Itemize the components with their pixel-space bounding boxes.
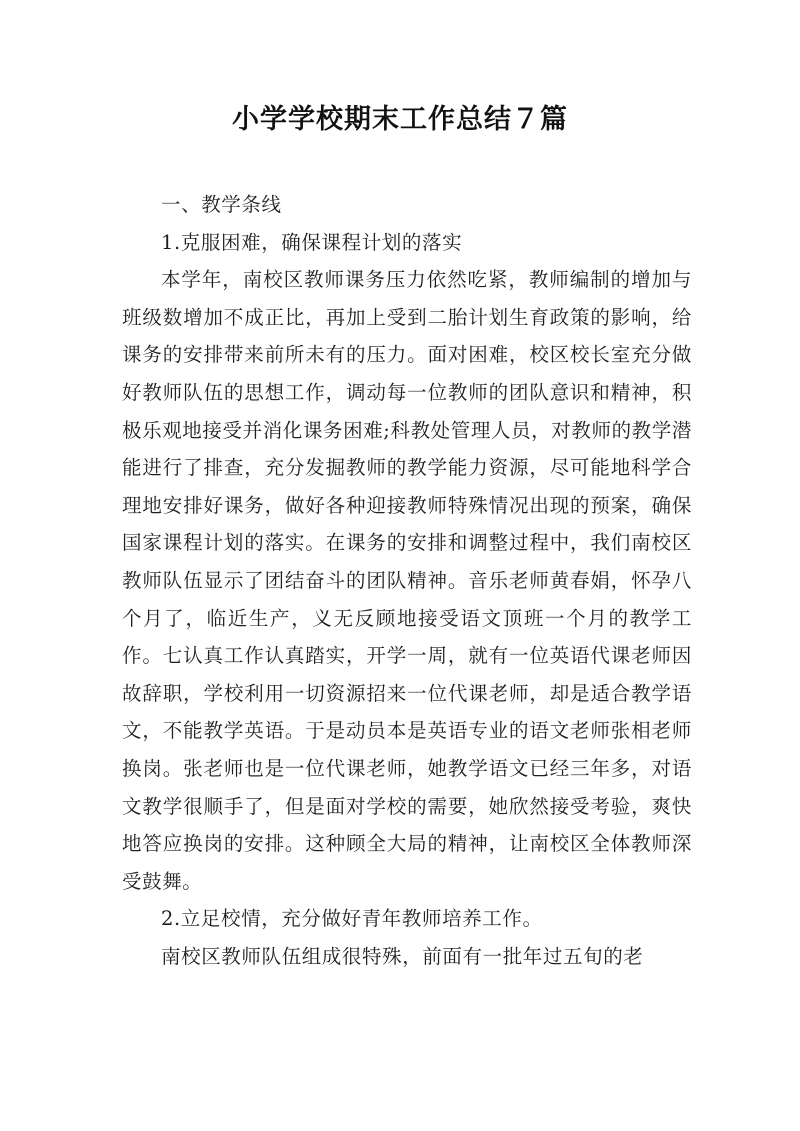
body-paragraph: 本学年，南校区教师课务压力依然吃紧，教师编制的增加与班级数增加不成正比，再加上受到二胎计划生育政策的影响，给课务的安排带来前所未有的压力。面对困难，校区校长室充分做好教师队伍的思想工作，调动每一位教师的团队意识和精神，积极乐观地接受并消化课务困难;科教处管理人员，对教师的教学潜能进行了排查，充分发掘教师的教学能力资源，尽可能地科学合理地安排好课务，做好各种迎接教师特殊情况出现的预案，确保国家课程计划的落实。在课务的安排和调整过程中，我们南校区教师队伍显示了团结奋斗的团队精神。音乐老师黄春娟，怀孕八个月了，临近生产，义无反顾地接受语文顶班一个月的教学工作。七认真工作认真踏实，开学一周，就有一位英语代课老师因故辞职，学校利用一切资源招来一位代课老师，却是适合教学语文，不能教学英语。于是动员本是英语专业的语文老师张相老师换岗。张老师也是一位代课老师，她教学语文已经三年多，对语文教学很顺手了，但是面对学校的需要，她欣然接受考验，爽快地答应换岗的安排。这种顾全大局的精神，让南校区全体教师深受鼓舞。 xyxy=(122,268,692,893)
document-body xyxy=(122,186,692,975)
document-title: 小学学校期末工作总结７篇 xyxy=(232,104,568,135)
body-paragraph: 南校区教师队伍组成很特殊，前面有一批年过五旬的老 xyxy=(161,944,644,968)
subsection-heading: 1.克服困难，确保课程计划的落实 xyxy=(161,230,463,254)
section-heading: 一、教学条线 xyxy=(161,193,282,216)
subsection-heading: 2.立足校情，充分做好青年教师培养工作。 xyxy=(161,907,543,931)
